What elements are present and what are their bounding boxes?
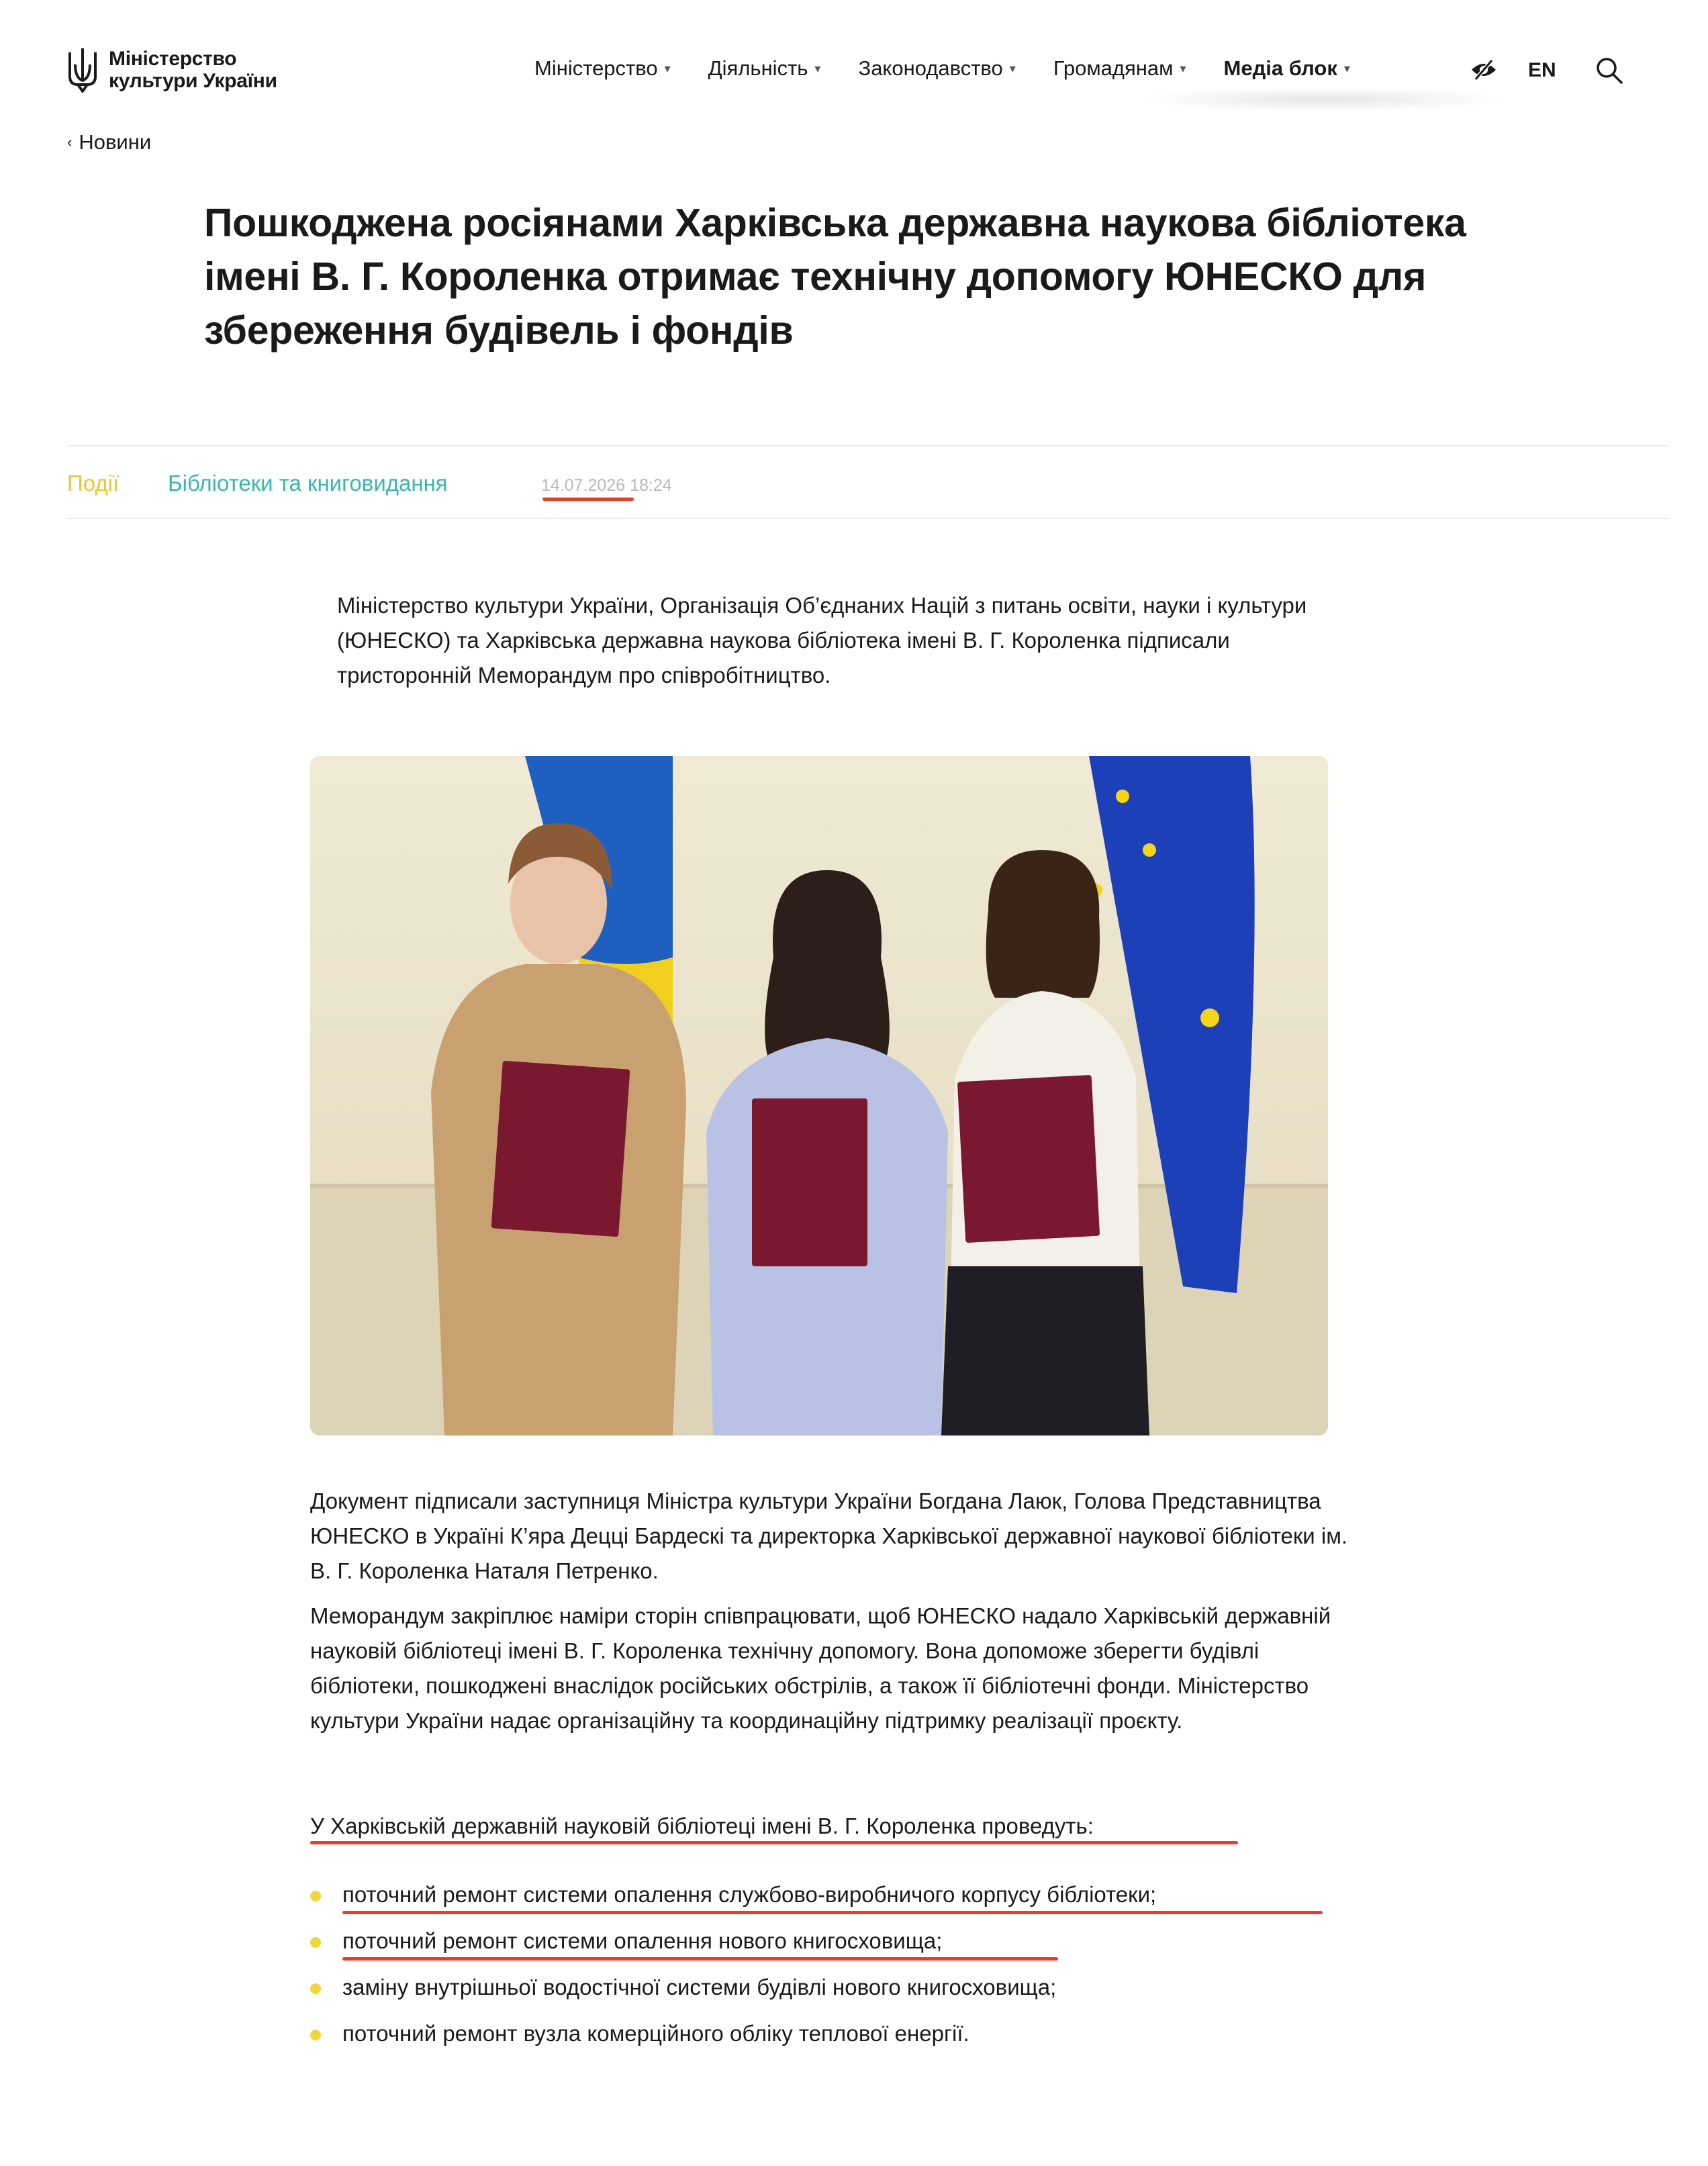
tag-events[interactable]: Події xyxy=(67,471,120,496)
list-item-text: поточний ремонт системи опалення службово-виробничого корпусу бібліотеки; xyxy=(342,1882,1157,1907)
nav-citizens[interactable] xyxy=(1053,56,1186,81)
search-icon[interactable] xyxy=(1595,56,1623,85)
list-item-2-annotation-underline xyxy=(342,1957,1058,1961)
article-paragraph-2: Меморандум закріплює наміри сторін співпрацювати, щоб ЮНЕСКО надало Харківській державній науковій бібліотеці імені В. Г. Короленка технічну допомогу. Вона допоможе зберегти будівлі бібліотеки, пошкоджені внаслідок російських обстрілів, а також її бібліотечні фонди. Міністерство культури України надає організаційну та координаційну підтримку реалізації проєкту. xyxy=(310,1603,1331,1733)
chevron-down-icon: ▾ xyxy=(1180,61,1186,75)
list-item xyxy=(310,2016,1452,2063)
article-meta xyxy=(67,445,1669,519)
ministry-logo[interactable] xyxy=(67,46,277,94)
chevron-down-icon: ▾ xyxy=(1343,61,1350,75)
list-item xyxy=(310,1970,1452,2016)
nav-activity[interactable] xyxy=(708,56,821,81)
signing-ceremony-image xyxy=(310,756,1328,1435)
bullet-dot xyxy=(310,2030,321,2040)
article-paragraph-1: Документ підписали заступниця Міністра культури України Богдана Лаюк, Голова Представництва ЮНЕСКО в Україні К’яра Децці Бардескі та директорка Харківської державної наукової бібліотеки ім. В. Г. Короленка Наталя Петренко. xyxy=(310,1489,1348,1583)
bullet-dot xyxy=(310,1937,321,1948)
bullet-dot xyxy=(310,1983,321,1994)
article-intro: Міністерство культури України, Організація Об’єднаних Націй з питань освіти, науки і культури (ЮНЕСКО) та Харківська державна наукова бібліотека імені В. Г. Короленка підписали тристоронній Меморандум про співробітництво. xyxy=(337,593,1307,688)
list-item xyxy=(310,1877,1452,1924)
chevron-down-icon: ▾ xyxy=(814,61,821,75)
nav-legislation-label: Законодавство xyxy=(858,56,1003,80)
nav-media[interactable] xyxy=(1224,56,1350,81)
list-item-text: поточний ремонт вузла комерційного обліку теплової енергії. xyxy=(342,2021,969,2046)
logo-line-2: культури України xyxy=(109,70,277,92)
chevron-left-icon: ‹ xyxy=(67,134,73,150)
chevron-down-icon: ▾ xyxy=(1009,61,1016,75)
lead-annotation-underline xyxy=(310,1841,1238,1844)
article-photo xyxy=(310,756,1328,1435)
language-switch[interactable]: EN xyxy=(1528,59,1556,81)
works-list xyxy=(310,1877,1452,2063)
chevron-down-icon: ▾ xyxy=(664,61,671,75)
main-nav xyxy=(534,56,1388,81)
list-lead: У Харківській державній науковій бібліотеці імені В. Г. Короленка проведуть: xyxy=(310,1814,1094,1838)
nav-media-label: Медіа блок xyxy=(1223,56,1337,80)
bullet-dot xyxy=(310,1891,321,1901)
nav-citizens-label: Громадянам xyxy=(1053,56,1174,80)
publish-datetime xyxy=(541,476,672,496)
publish-time: 18:24 xyxy=(630,476,672,495)
trident-icon xyxy=(67,46,98,94)
breadcrumb-label: Новини xyxy=(79,130,152,154)
eye-slash-icon[interactable] xyxy=(1470,59,1497,81)
list-item-text: заміну внутрішньої водостічної системи будівлі нового книгосховища; xyxy=(342,1975,1057,1999)
list-item-1-annotation-underline xyxy=(342,1911,1323,1914)
nav-activity-label: Діяльність xyxy=(708,56,808,80)
list-item-text: поточний ремонт системи опалення нового книгосховища; xyxy=(342,1928,943,1953)
nav-ministry-label: Міністерство xyxy=(534,56,658,80)
nav-legislation[interactable] xyxy=(858,56,1015,81)
article-title: Пошкоджена росіянами Харківська державна наукова бібліотека імені В. Г. Короленка отримає технічну допомогу ЮНЕСКО для збереження будівель і фондів xyxy=(204,201,1466,352)
breadcrumb-back-link[interactable] xyxy=(67,130,151,154)
nav-ministry[interactable] xyxy=(534,56,671,81)
site-header xyxy=(0,0,1708,134)
tag-libraries[interactable]: Бібліотеки та книговидання xyxy=(168,471,448,496)
dropdown-shadow xyxy=(1135,87,1511,111)
logo-line-1: Міністерство xyxy=(109,48,237,70)
publish-date: 14.07.2026 xyxy=(541,476,626,495)
date-annotation-underline xyxy=(542,498,634,501)
list-item xyxy=(310,1924,1452,1970)
